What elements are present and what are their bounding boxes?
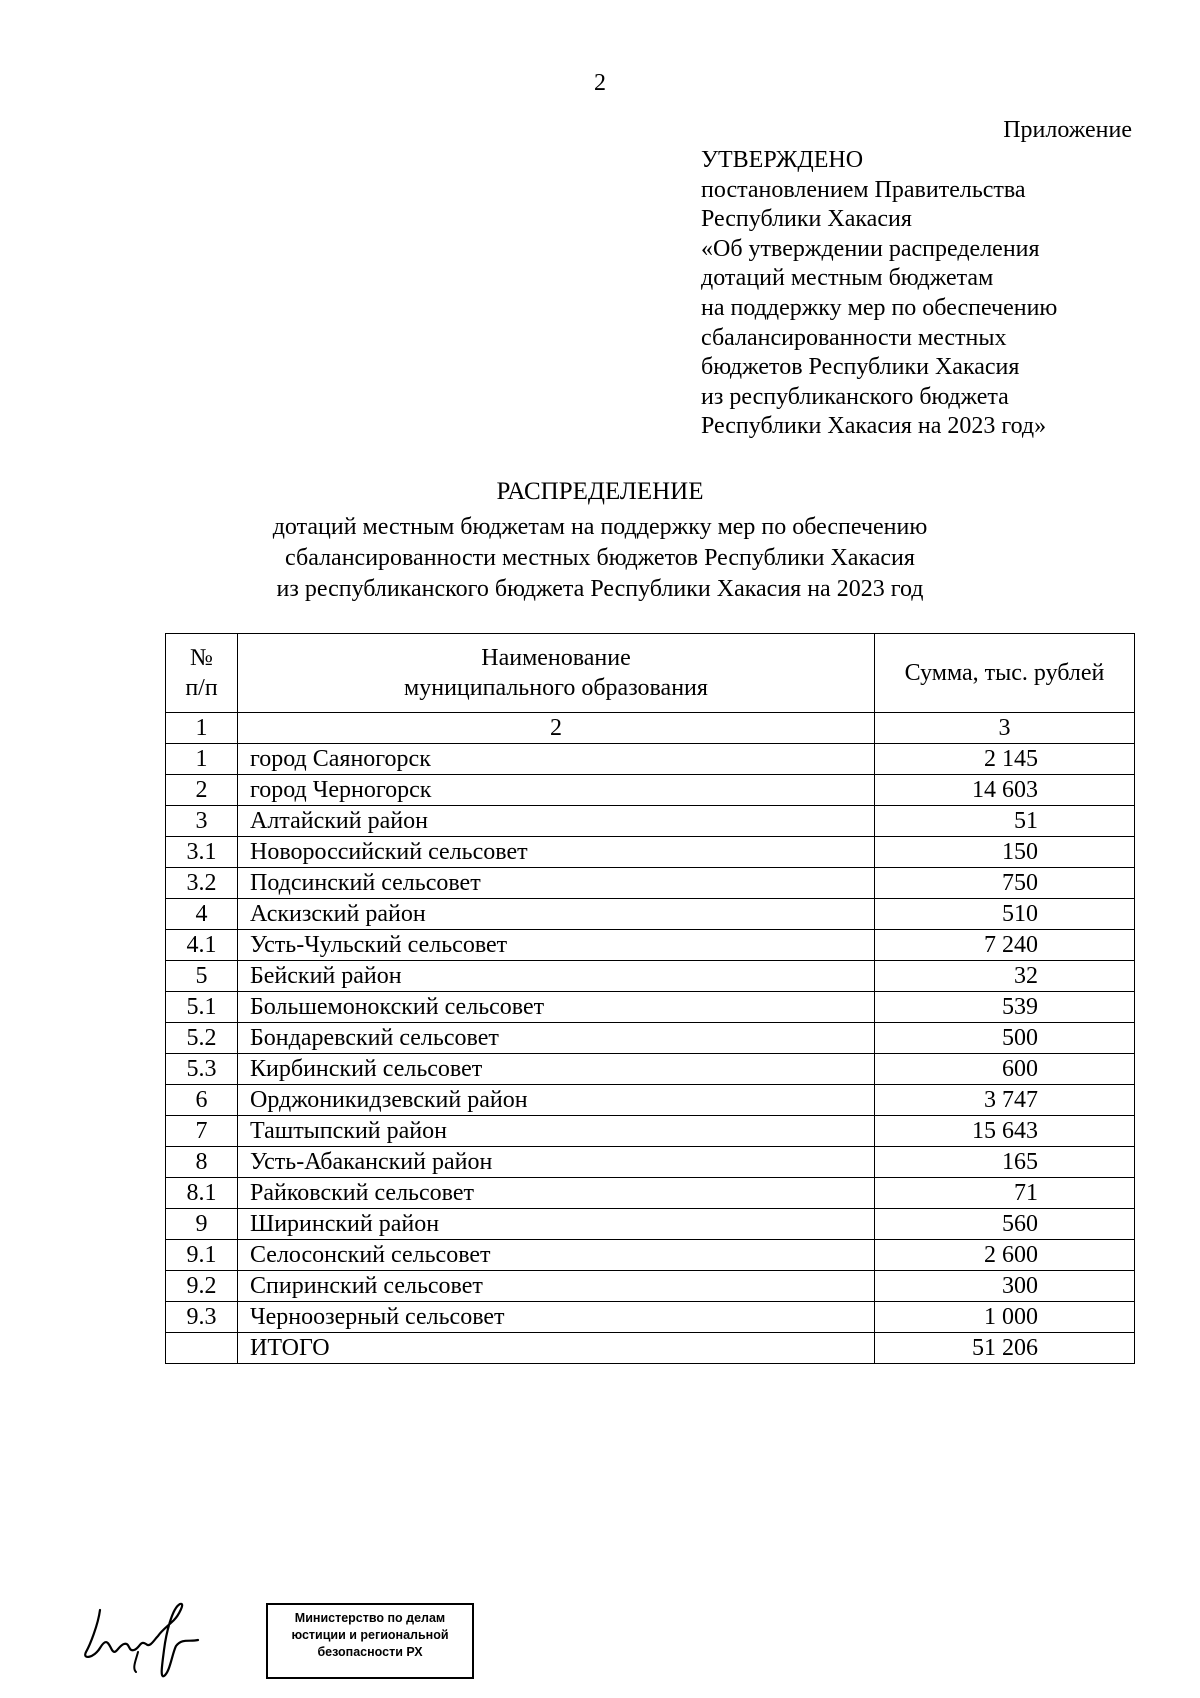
header-number <box>166 634 238 713</box>
table-row <box>166 1302 1135 1333</box>
row-sum: 510 <box>875 899 1135 930</box>
table-row <box>166 775 1135 806</box>
row-number: 4 <box>166 899 238 930</box>
row-name: Бейский район <box>238 961 875 992</box>
table-row <box>166 961 1135 992</box>
document-title: РАСПРЕДЕЛЕНИЕ <box>496 478 704 505</box>
stamp-line: юстиции и региональной <box>291 1628 449 1642</box>
table-row <box>166 1333 1135 1364</box>
approval-line: на поддержку мер по обеспечению <box>701 294 1058 321</box>
table-row <box>166 837 1135 868</box>
approval-line: дотаций местным бюджетам <box>701 265 994 292</box>
row-sum: 750 <box>875 868 1135 899</box>
row-sum: 15 643 <box>875 1116 1135 1147</box>
approval-block <box>701 146 1057 442</box>
approval-line: постановлением Правительства <box>701 176 1026 203</box>
table-row <box>166 992 1135 1023</box>
row-number <box>166 1333 238 1364</box>
row-number: 9.2 <box>166 1271 238 1302</box>
table-row <box>166 1054 1135 1085</box>
approval-line: бюджетов Республики Хакасия <box>701 354 1020 381</box>
row-sum: 2 600 <box>875 1240 1135 1271</box>
row-sum: 32 <box>875 961 1135 992</box>
row-name: Бондаревский сельсовет <box>238 1023 875 1054</box>
signature <box>78 1590 218 1680</box>
row-number: 5.3 <box>166 1054 238 1085</box>
table-row <box>166 806 1135 837</box>
row-number: 2 <box>166 775 238 806</box>
row-name: Селосонский сельсовет <box>238 1240 875 1271</box>
row-name: Алтайский район <box>238 806 875 837</box>
approval-heading: УТВЕРЖДЕНО <box>701 147 864 173</box>
table-row <box>166 1178 1135 1209</box>
row-sum: 500 <box>875 1023 1135 1054</box>
header-name-line: Наименование <box>481 645 631 671</box>
row-number: 5.2 <box>166 1023 238 1054</box>
row-sum: 51 206 <box>875 1333 1135 1364</box>
column-number: 1 <box>166 713 238 744</box>
row-name: город Черногорск <box>238 775 875 806</box>
row-sum: 2 145 <box>875 744 1135 775</box>
distribution-table <box>165 633 1135 1364</box>
row-sum: 600 <box>875 1054 1135 1085</box>
row-number: 7 <box>166 1116 238 1147</box>
row-sum: 51 <box>875 806 1135 837</box>
table-row <box>166 1209 1135 1240</box>
row-name: Усть-Абаканский район <box>238 1147 875 1178</box>
approval-line: Республики Хакасия на 2023 год» <box>701 413 1047 440</box>
row-name: Аскизский район <box>238 899 875 930</box>
row-number: 9.3 <box>166 1302 238 1333</box>
header-number-line: № <box>190 645 213 671</box>
row-name: Спиринский сельсовет <box>238 1271 875 1302</box>
header-name <box>238 634 875 713</box>
table-row <box>166 1240 1135 1271</box>
table-row <box>166 1023 1135 1054</box>
row-name: ИТОГО <box>238 1333 875 1364</box>
column-numbers-row <box>166 713 1135 744</box>
row-name: Новороссийский сельсовет <box>238 837 875 868</box>
row-sum: 150 <box>875 837 1135 868</box>
row-name: Большемонокский сельсовет <box>238 992 875 1023</box>
row-sum: 7 240 <box>875 930 1135 961</box>
row-sum: 1 000 <box>875 1302 1135 1333</box>
header-name-line: муниципального образования <box>404 675 708 701</box>
row-number: 8.1 <box>166 1178 238 1209</box>
row-number: 3.1 <box>166 837 238 868</box>
approval-line: «Об утверждении распределения <box>701 235 1040 262</box>
row-name: Подсинский сельсовет <box>238 868 875 899</box>
row-sum: 14 603 <box>875 775 1135 806</box>
row-number: 3 <box>166 806 238 837</box>
table-row <box>166 899 1135 930</box>
row-name: город Саяногорск <box>238 744 875 775</box>
row-sum: 300 <box>875 1271 1135 1302</box>
row-sum: 560 <box>875 1209 1135 1240</box>
document-subtitle <box>0 512 1200 605</box>
column-number: 2 <box>238 713 875 744</box>
subtitle-line: дотаций местным бюджетам на поддержку мер по обеспечению <box>272 514 928 540</box>
row-sum: 165 <box>875 1147 1135 1178</box>
table-row <box>166 1085 1135 1116</box>
row-number: 3.2 <box>166 868 238 899</box>
column-number: 3 <box>875 713 1135 744</box>
stamp-line: безопасности РХ <box>317 1645 423 1659</box>
row-number: 9 <box>166 1209 238 1240</box>
page-number: 2 <box>594 70 606 96</box>
row-name: Таштыпский район <box>238 1116 875 1147</box>
row-name: Усть-Чульский сельсовет <box>238 930 875 961</box>
header-number-line: п/п <box>185 675 218 701</box>
row-number: 9.1 <box>166 1240 238 1271</box>
approval-line: сбалансированности местных <box>701 324 1007 351</box>
table-row <box>166 868 1135 899</box>
approval-line: из республиканского бюджета <box>701 383 1009 410</box>
header-sum: Сумма, тыс. рублей <box>875 634 1135 713</box>
table-row <box>166 1271 1135 1302</box>
row-number: 6 <box>166 1085 238 1116</box>
approval-line: Республики Хакасия <box>701 206 912 233</box>
row-name: Райковский сельсовет <box>238 1178 875 1209</box>
subtitle-line: из республиканского бюджета Республики Хакасия на 2023 год <box>276 576 924 602</box>
row-number: 8 <box>166 1147 238 1178</box>
appendix-label: Приложение <box>1003 117 1132 143</box>
row-name: Кирбинский сельсовет <box>238 1054 875 1085</box>
row-name: Орджоникидзевский район <box>238 1085 875 1116</box>
row-name: Черноозерный сельсовет <box>238 1302 875 1333</box>
table-header-row <box>166 634 1135 713</box>
table-row <box>166 1116 1135 1147</box>
ministry-stamp <box>266 1603 474 1679</box>
row-number: 4.1 <box>166 930 238 961</box>
row-sum: 71 <box>875 1178 1135 1209</box>
table-row <box>166 744 1135 775</box>
row-sum: 539 <box>875 992 1135 1023</box>
row-number: 1 <box>166 744 238 775</box>
row-number: 5 <box>166 961 238 992</box>
stamp-line: Министерство по делам <box>294 1611 446 1625</box>
subtitle-line: сбалансированности местных бюджетов Республики Хакасия <box>285 545 915 571</box>
table-row <box>166 1147 1135 1178</box>
row-number: 5.1 <box>166 992 238 1023</box>
table-row <box>166 930 1135 961</box>
row-sum: 3 747 <box>875 1085 1135 1116</box>
row-name: Ширинский район <box>238 1209 875 1240</box>
